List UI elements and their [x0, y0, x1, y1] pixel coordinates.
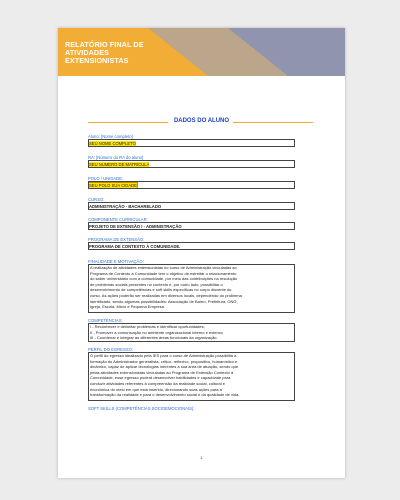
perfil-box[interactable]: O perfil do egresso idealizado pela IES para o curso de Administração possibilita a formação do Administrador generalista, crítico, reflexivo, propositivo, humanístico e dinâmico, capaz de aplicar tecnologias inerentes à sua área de atuação, sendo que pelas atividades extensionistas vinculadas ao Programa de Extensão Contexto à Comunidade, esse egresso poderá desenvolver habilidades e capacidade para conduzir atividades referentes à compreensão da realidade social, cultural e econômica do meio em que está inserido, direcionando suas ações para a transformação da realidade e para o desenvolvimento social e da qualidade de vida.	[88, 352, 295, 401]
aluno-field[interactable]: SEU NOME COMPLETO	[88, 139, 295, 147]
report-title: RELATÓRIO FINAL DE ATIVIDADES EXTENSIONISTAS	[65, 40, 144, 65]
programa-field[interactable]: PROGRAMA DE CONTEXTO À COMUNIDADE.	[88, 242, 295, 250]
perfil-label: PERFIL DO EGRESSO:	[88, 347, 133, 352]
soft-skills-label: SOFT SKILLS (COMPETÊNCIAS SOCIOEMOCIONAIS):	[88, 406, 195, 411]
programa-label: PROGRAMA DE EXTENSÃO:	[88, 237, 145, 242]
componente-label: COMPONENTE CURRICULAR:	[88, 217, 148, 222]
section-title: DADOS DO ALUNO	[173, 118, 230, 124]
competencias-label: COMPETÊNCIAS:	[88, 318, 123, 323]
finalidade-box[interactable]: A realização de atividades extensionistas no curso de Administração vinculadas ao Programa de Contexto à Comunidade tem o objetivo de estreitar o relacionamento do saber universitário com a comunidade, por meio das contribuições na resolução de problemas sociais presentes no contexto e, por outro lado, possibilitar o desenvolvimento de competências e soft skills específicas no corpo discente do curso. As ações poderão ser realizadas em diversos locais, dependendo do problema identificado, sendo algumas possibilidades: Associação de Bairro, Prefeitura, ONG, Igreja, Escola, Micro e Pequena Empresa.	[88, 264, 295, 313]
header-banner	[58, 28, 345, 76]
aluno-label: Aluno: [Nome completo]	[88, 134, 133, 139]
componente-field[interactable]: PROJETO DE EXTENSÃO I - ADMINISTRAÇÃO	[88, 222, 295, 230]
competencias-box[interactable]: I - Reconhecer e delimitar problemas e identificar oportunidades; II - Promover a comunicação no ambiente organizacional interno e externo; III - Coordenar e integrar as diferentes áreas funcionais da organização.	[88, 323, 295, 342]
curso-label: CURSO:	[88, 197, 105, 202]
page-number: 1	[200, 455, 203, 460]
curso-field[interactable]: ADMINISTRAÇÃO - BACHARELADO	[88, 202, 295, 210]
ra-field[interactable]: SEU NUMERO DE MATRICULA	[88, 160, 295, 168]
section-heading	[58, 118, 345, 128]
document-page	[58, 28, 345, 478]
ra-label: RA: [Número do RA do aluno]	[88, 155, 144, 160]
polo-field[interactable]: SEU POLO SUA CIDADE	[88, 181, 295, 189]
polo-label: POLO / UNIDADE:	[88, 176, 124, 181]
heading-rule-right	[233, 122, 313, 123]
finalidade-label: FINALIDADE E MOTIVAÇÃO:	[88, 259, 144, 264]
